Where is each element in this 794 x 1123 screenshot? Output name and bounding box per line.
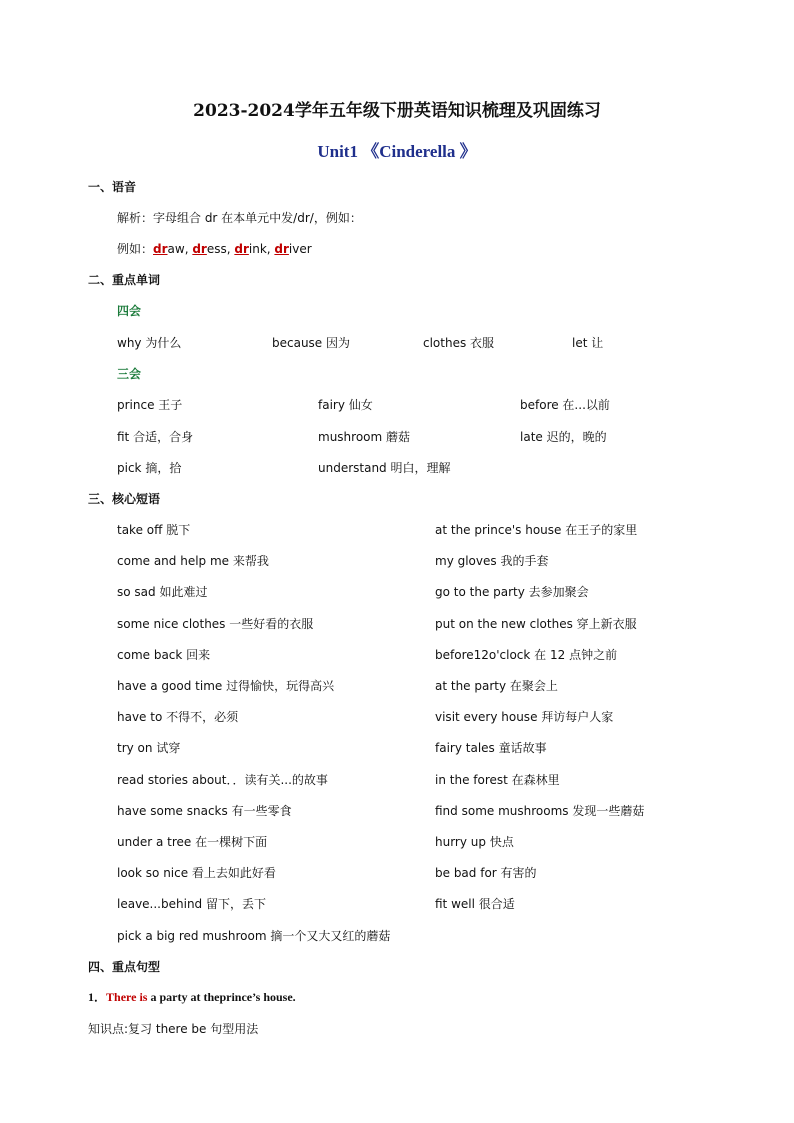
knowledge-point-note: 知识点:复习 there be 句型用法 [88, 1022, 259, 1036]
phrase-item: look so nice 看上去如此好看 [117, 866, 276, 880]
phrase-item: leave...behind 留下，丢下 [117, 897, 266, 911]
vocab-word: why 为什么 [117, 336, 182, 350]
phrase-item: have a good time 过得愉快，玩得高兴 [117, 679, 335, 693]
phrase-item: try on 试穿 [117, 741, 181, 755]
sentence-highlight: There is [106, 990, 148, 1004]
phonics-explanation: 解析：字母组合 dr 在本单元中发/dr/，例如： [117, 211, 362, 225]
phrase-item: come back 回来 [117, 648, 211, 662]
vocab-word: because 因为 [272, 336, 351, 350]
phrase-item: visit every house 拜访每户人家 [435, 710, 614, 724]
phrase-item: hurry up 快点 [435, 835, 514, 849]
phrase-item: pick a big red mushroom 摘一个又大又红的蘑菇 [117, 929, 391, 943]
example-word-rest: ink, [248, 242, 275, 256]
vocab-word: pick 摘，拾 [117, 461, 182, 475]
section-heading-phonics: 一、语音 [88, 180, 137, 194]
unit-subtitle: Unit1 《Cinderella 》 [317, 142, 477, 161]
phrase-item: my gloves 我的手套 [435, 554, 549, 568]
vocab-word: fairy 仙女 [318, 398, 373, 412]
dr-highlight: dr [192, 242, 207, 256]
vocab-word: mushroom 蘑菇 [318, 430, 411, 444]
phrase-item: some nice clothes 一些好看的衣服 [117, 617, 314, 631]
phrase-item: have some snacks 有一些零食 [117, 804, 292, 818]
phrase-item: have to 不得不，必须 [117, 710, 239, 724]
phrase-item: fairy tales 童话故事 [435, 741, 547, 755]
sentence-number: 1． [88, 990, 107, 1004]
example-word-rest: iver [288, 242, 312, 256]
section-heading-sentences: 四、重点句型 [88, 960, 161, 974]
phrase-item: before12o'clock 在 12 点钟之前 [435, 648, 618, 662]
phrase-item: find some mushrooms 发现一些蘑菇 [435, 804, 645, 818]
dr-highlight: dr [234, 242, 249, 256]
phrase-item: in the forest 在森林里 [435, 773, 560, 787]
phrase-item: be bad for 有害的 [435, 866, 537, 880]
document-title: 2023-2024学年五年级下册英语知识梳理及巩固练习 [193, 101, 601, 121]
phrase-item: fit well 很合适 [435, 897, 515, 911]
phrase-item: so sad 如此难过 [117, 585, 208, 599]
four-skills-label: 四会 [117, 304, 142, 318]
phrase-item: come and help me 来帮我 [117, 554, 269, 568]
sentence-rest: a party at theprince’s house. [147, 990, 296, 1004]
section-heading-vocabulary: 二、重点单词 [88, 273, 161, 287]
three-skills-label: 三会 [117, 367, 142, 381]
vocab-word: late 迟的，晚的 [520, 430, 607, 444]
dr-highlight: dr [153, 242, 168, 256]
vocab-word: prince 王子 [117, 398, 183, 412]
phrase-item: at the prince's house 在王子的家里 [435, 523, 638, 537]
key-sentence [88, 988, 296, 1005]
phonics-examples [117, 240, 312, 257]
examples-prefix: 例如： [117, 242, 154, 256]
phrase-item: take off 脱下 [117, 523, 191, 537]
phrase-item: read stories about．．读有关...的故事 [117, 773, 328, 787]
vocab-word: fit 合适，合身 [117, 430, 194, 444]
dr-highlight: dr [274, 242, 289, 256]
phrase-item: go to the party 去参加聚会 [435, 585, 589, 599]
example-word-rest: ess, [206, 242, 235, 256]
phrase-item: put on the new clothes 穿上新衣服 [435, 617, 637, 631]
example-word-rest: aw, [167, 242, 193, 256]
phrase-item: under a tree 在一棵树下面 [117, 835, 268, 849]
vocab-word: before 在...以前 [520, 398, 610, 412]
vocab-word: clothes 衣服 [423, 336, 495, 350]
vocab-word: let 让 [572, 336, 604, 350]
phrase-item: at the party 在聚会上 [435, 679, 558, 693]
vocab-word: understand 明白，理解 [318, 461, 451, 475]
section-heading-phrases: 三、核心短语 [88, 492, 161, 506]
